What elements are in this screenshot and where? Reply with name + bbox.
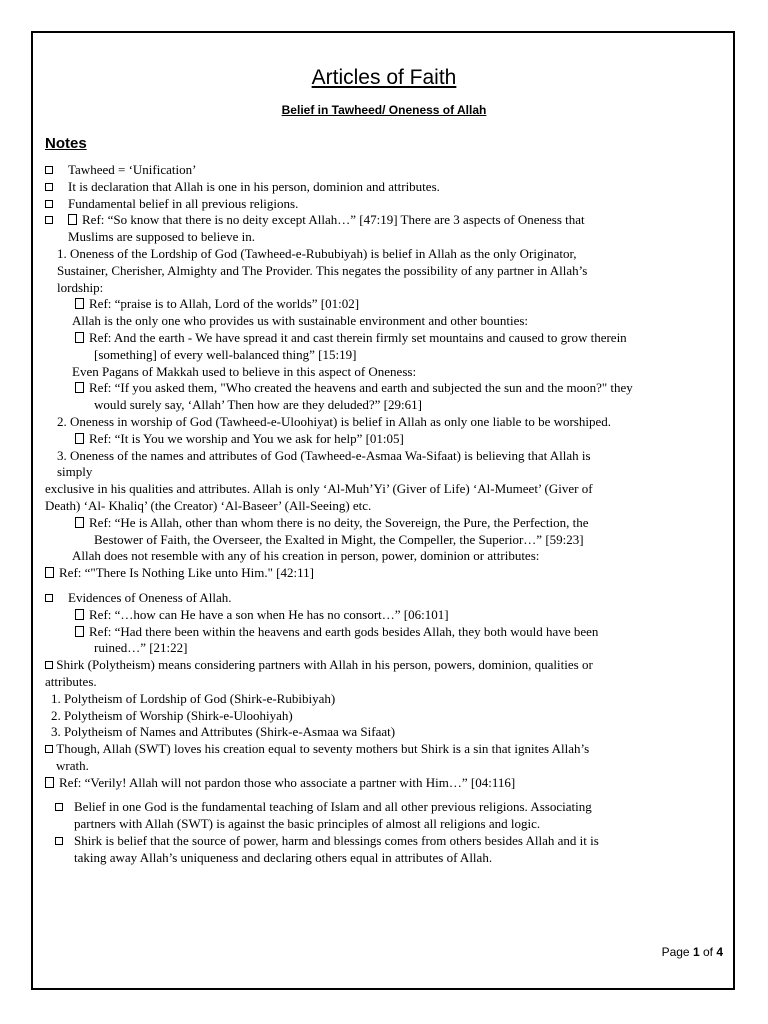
line-text: Ref: “Had there been within the heavens and earth gods besides Allah, they both would have been	[89, 623, 599, 639]
numbered-continuation	[45, 464, 723, 481]
missing-glyph-icon	[75, 298, 84, 309]
line-text: 2. Polytheism of Worship (Shirk-e-Uloohiyah)	[51, 707, 293, 723]
numbered-item	[45, 448, 723, 465]
text-line	[45, 364, 723, 381]
numbered-item	[45, 414, 723, 431]
page-title: Articles of Faith	[311, 66, 457, 89]
spacer	[45, 582, 723, 590]
line-text: Allah does not resemble with any of his creation in person, power, dominion or attributes:	[72, 548, 540, 564]
missing-glyph-icon	[75, 332, 84, 343]
reference-item	[45, 330, 723, 347]
bullet-item	[45, 590, 723, 607]
numbered-item	[45, 246, 723, 263]
line-text: lordship:	[57, 279, 104, 295]
line-text: Ref: “He is Allah, other than whom there is no deity, the Sovereign, the Pure, the Perfection, the	[89, 514, 589, 530]
line-text: Ref: And the earth - We have spread it and cast therein firmly set mountains and caused to grow therein	[89, 329, 627, 345]
checkbox-bullet-icon	[45, 212, 53, 229]
reference-item	[45, 607, 723, 624]
notes-heading: Notes	[45, 135, 87, 152]
line-text: Ref: “"There Is Nothing Like unto Him." [42:11]	[59, 565, 314, 581]
bullet-continuation	[45, 229, 723, 246]
line-text: Fundamental belief in all previous religions.	[68, 195, 299, 211]
missing-glyph-icon	[75, 609, 84, 620]
reference-item	[45, 380, 723, 397]
checkbox-bullet-icon	[45, 196, 53, 213]
line-text: wrath.	[56, 757, 89, 773]
line-text: Ref: “praise is to Allah, Lord of the worlds” [01:02]	[89, 296, 360, 312]
missing-glyph-icon	[68, 214, 77, 225]
line-text: attributes.	[45, 673, 97, 689]
reference-item	[45, 775, 723, 792]
checkbox-bullet-icon	[45, 657, 56, 672]
missing-glyph-icon	[75, 433, 84, 444]
line-text: Ref: “If you asked them, "Who created the heavens and earth and subjected the sun and the moon?" they	[89, 380, 633, 396]
line-text: 3. Polytheism of Names and Attributes (Shirk-e-Asmaa wa Sifaat)	[51, 724, 396, 740]
line-text: Ref: “So know that there is no deity except Allah…” [47:19] There are 3 aspects of Oneness that	[82, 212, 585, 228]
reference-continuation	[45, 640, 723, 657]
page-total: 4	[716, 945, 723, 959]
checkbox-bullet-icon	[45, 179, 53, 196]
line-text: Belief in one God is the fundamental teaching of Islam and all other previous religions. Associating	[74, 799, 592, 815]
line-text: taking away Allah’s uniqueness and declaring others equal in attributes of Allah.	[74, 849, 493, 865]
bullet-item	[45, 799, 723, 816]
numbered-item	[45, 691, 723, 708]
line-text: Ref: “It is You we worship and You we ask for help” [01:05]	[89, 430, 404, 446]
missing-glyph-icon	[75, 626, 84, 637]
line-text: Shirk is belief that the source of power, harm and blessings comes from others besides Allah and it is	[74, 833, 599, 849]
line-text: partners with Allah (SWT) is against the basic principles of almost all religions and logic.	[74, 816, 541, 832]
bullet-item	[45, 212, 723, 229]
reference-item	[45, 515, 723, 532]
line-text: Sustainer, Cherisher, Almighty and The Provider. This negates the possibility of any partner in Allah’s	[57, 262, 588, 278]
numbered-item	[45, 724, 723, 741]
line-text: Shirk (Polytheism) means considering partners with Allah in his person, powers, dominion, qualities or	[56, 657, 593, 673]
bullet-item	[45, 196, 723, 213]
text-line	[45, 498, 723, 515]
line-text: 1. Oneness of the Lordship of God (Tawheed-e-Rububiyah) is belief in Allah as the only Originator,	[57, 245, 577, 261]
checkbox-bullet-icon	[55, 833, 63, 850]
numbered-item	[45, 708, 723, 725]
line-text: would surely say, ‘Allah’ Then how are they deluded?” [29:61]	[94, 397, 422, 413]
reference-item	[45, 296, 723, 313]
line-text: simply	[57, 464, 93, 480]
text-line	[45, 548, 723, 565]
page-number	[662, 945, 723, 959]
page-label: Page	[661, 945, 693, 959]
line-text: Even Pagans of Makkah used to believe in this aspect of Oneness:	[72, 363, 417, 379]
checkbox-bullet-icon	[45, 162, 53, 179]
notes-body	[45, 162, 723, 867]
missing-glyph-icon	[75, 517, 84, 528]
line-text: [something] of every well-balanced thing” [15:19]	[94, 346, 357, 362]
line-text: Allah is the only one who provides us with sustainable environment and other bounties:	[72, 313, 529, 329]
reference-item	[45, 565, 723, 582]
reference-item	[45, 624, 723, 641]
missing-glyph-icon	[75, 382, 84, 393]
missing-glyph-icon	[45, 567, 54, 578]
line-text: Ref: “Verily! Allah will not pardon those who associate a partner with Him…” [04:116]	[59, 774, 516, 790]
reference-item	[45, 431, 723, 448]
line-text: Tawheed = ‘Unification’	[68, 162, 197, 177]
reference-continuation	[45, 347, 723, 364]
line-text: 1. Polytheism of Lordship of God (Shirk-e-Rubibiyah)	[51, 690, 336, 706]
line-text: Though, Allah (SWT) loves his creation equal to seventy mothers but Shirk is a sin that ignites Allah’s	[56, 741, 590, 757]
bullet-item	[45, 162, 723, 179]
bullet-item	[45, 833, 723, 850]
line-text: 3. Oneness of the names and attributes of God (Tawheed-e-Asmaa Wa-Sifaat) is believing that Allah is	[57, 447, 591, 463]
numbered-continuation	[45, 280, 723, 297]
line-text: It is declaration that Allah is one in his person, dominion and attributes.	[68, 178, 440, 194]
bullet-continuation	[45, 816, 723, 833]
bullet-continuation	[45, 850, 723, 867]
line-text: Bestower of Faith, the Overseer, the Exalted in Might, the Compeller, the Superior…” [59:23]	[94, 531, 584, 547]
checkbox-bullet-icon	[55, 799, 63, 816]
missing-glyph-icon	[45, 777, 54, 788]
line-text: Ref: “…how can He have a son when He has no consort…” [06:101]	[89, 606, 449, 622]
checkbox-bullet-icon	[45, 590, 53, 607]
reference-continuation	[45, 532, 723, 549]
reference-continuation	[45, 397, 723, 414]
text-line	[45, 313, 723, 330]
checkbox-bullet-icon	[45, 741, 56, 756]
line-text: Death) ‘Al- Khaliq’ (the Creator) ‘Al-Baseer’ (All-Seeing) etc.	[45, 497, 372, 513]
spacer	[45, 791, 723, 799]
page-of: of	[699, 945, 717, 959]
line-text: Evidences of Oneness of Allah.	[68, 589, 232, 605]
numbered-continuation	[45, 263, 723, 280]
bullet-item	[45, 657, 723, 674]
page-subtitle: Belief in Tawheed/ Oneness of Allah	[281, 103, 487, 117]
page-current: 1	[692, 945, 700, 959]
line-text: ruined…” [21:22]	[94, 640, 188, 656]
line-text: exclusive in his qualities and attributes. Allah is only ‘Al-Muh’Yi’ (Giver of Life) ‘Al-Mumeet’ (Giver of	[45, 481, 593, 497]
line-text: 2. Oneness in worship of God (Tawheed-e-Uloohiyat) is belief in Allah as only one liable to be worshiped.	[57, 413, 611, 429]
bullet-item	[45, 741, 723, 758]
text-line	[45, 481, 723, 498]
text-line	[45, 674, 723, 691]
bullet-item	[45, 179, 723, 196]
line-text: Muslims are supposed to believe in.	[68, 229, 256, 245]
bullet-continuation	[45, 758, 723, 775]
